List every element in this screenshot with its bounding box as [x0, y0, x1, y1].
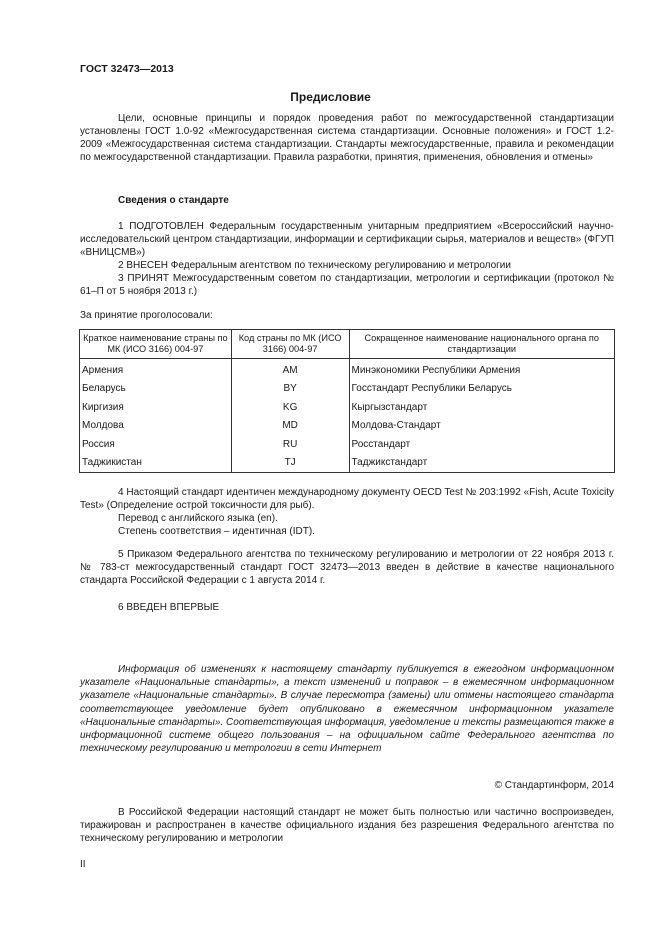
- header-body: Сокращенное наименование национального органа по стандартизации: [349, 330, 614, 359]
- item-introduced: 2 ВНЕСЕН Федеральным агентством по техническому регулированию и метрологии: [118, 260, 511, 271]
- cell-body: Минэкономики Республики Армения: [349, 359, 614, 380]
- page-number: II: [80, 859, 86, 870]
- cell-body: Кыргызстандарт: [349, 398, 614, 417]
- item-translation: Перевод с английского языка (en).: [118, 513, 278, 524]
- cell-country: Молдова: [80, 417, 232, 436]
- vote-label: За принятие проголосовали:: [80, 310, 213, 321]
- table-row: [80, 417, 615, 436]
- cell-country: Беларусь: [80, 380, 232, 399]
- cell-country: Киргизия: [80, 398, 232, 417]
- cell-country: Армения: [80, 359, 232, 380]
- cell-code: RU: [231, 435, 349, 454]
- item-adopted: 3 ПРИНЯТ Межгосударственным советом по стандартизации, метрологии и сертификации (протокол № 61–П от 5 ноября 2013 г.): [80, 273, 614, 297]
- cell-code: KG: [231, 398, 349, 417]
- copyright: © Стандартинформ, 2014: [494, 780, 614, 791]
- document-code: ГОСТ 32473—2013: [80, 63, 174, 75]
- table-row: [80, 398, 615, 417]
- page-title: Предисловие: [290, 90, 371, 104]
- legal-notice: В Российской Федерации настоящий стандарт не может быть полностью или частично воспроизведен, тиражирован и распространен в качестве официального издания без разрешения Федерального агентства по техническому регулированию и метрологии: [80, 807, 614, 844]
- cell-code: BY: [231, 380, 349, 399]
- table-row: [80, 435, 615, 454]
- item-identical: 4 Настоящий стандарт идентичен международному документу OECD Test № 203:1992 «Fish, Acute Toxicity Test» (Определение острой токсичности для рыб).: [80, 487, 614, 511]
- standard-info-block: [80, 220, 614, 298]
- item-first-introduced: 6 ВВЕДЕН ВПЕРВЫЕ: [118, 602, 220, 613]
- cell-body: Госстандарт Республики Беларусь: [349, 380, 614, 399]
- table-row: [80, 380, 615, 399]
- cell-code: TJ: [231, 454, 349, 473]
- intro-paragraph: Цели, основные принципы и порядок проведения работ по межгосударственной стандартизации установлены ГОСТ 1.0-92 «Межгосударственная система стандартизации. Основные положения» и ГОСТ 1.2-2009 «Межгосударственная система стандартизации. Стандарты межгосударственные, правила и рекомендации по межгосударственной стандартизации. Правила разработки, принятия, применения, обновления и отмены»: [80, 113, 614, 163]
- cell-code: MD: [231, 417, 349, 436]
- table-row: [80, 454, 615, 473]
- item-prepared: 1 ПОДГОТОВЛЕН Федеральным государственным унитарным предприятием «Всероссийский научно-исследовательский центром стандартизации, информации и сертификации сырья, материалов и веществ» (ФГУП «ВНИЦСМВ»): [80, 221, 614, 258]
- cell-body: Таджикстандарт: [349, 454, 614, 473]
- cell-country: Таджикистан: [80, 454, 232, 473]
- header-code: Код страны по МК (ИСО 3166) 004-97: [231, 330, 349, 359]
- table-row: [80, 359, 615, 380]
- item-order: 5 Приказом Федерального агентства по техническому регулированию и метрологии от 22 ноября 2013 г. № 783-ст межгосударственный стандарт ГОСТ 32473—2013 введен в действие в качестве национального стандарта Российской Федерации с 1 августа 2014 г.: [80, 549, 614, 586]
- changes-info-note: Информация об изменениях к настоящему стандарту публикуется в ежегодном информационном указателе «Национальные стандарты», а текст изменений и поправок – в ежемесячном информационном указателе «Национальные стандарты». В случае пересмотра (замены) или отмены настоящего стандарта соответствующее уведомление будет опубликовано в ежемесячном информационном указателе «Национальные стандарты». Соответствующая информация, уведомление и тексты размещаются также в информационной системе общего пользования – на официальном сайте Федерального агентства по техническому регулированию и метрологии в сети Интернет: [80, 664, 614, 755]
- section-heading: Сведения о стандарте: [118, 195, 229, 206]
- cell-body: Росстандарт: [349, 435, 614, 454]
- identity-block: [80, 486, 614, 538]
- cell-code: AM: [231, 359, 349, 380]
- cell-country: Россия: [80, 435, 232, 454]
- voting-countries-table: [79, 329, 615, 473]
- cell-body: Молдова-Стандарт: [349, 417, 614, 436]
- item-degree: Степень соответствия – идентичная (IDT).: [118, 526, 315, 537]
- table-header-row: [80, 330, 615, 359]
- header-country: Краткое наименование страны по МК (ИСО 3166) 004-97: [80, 330, 232, 359]
